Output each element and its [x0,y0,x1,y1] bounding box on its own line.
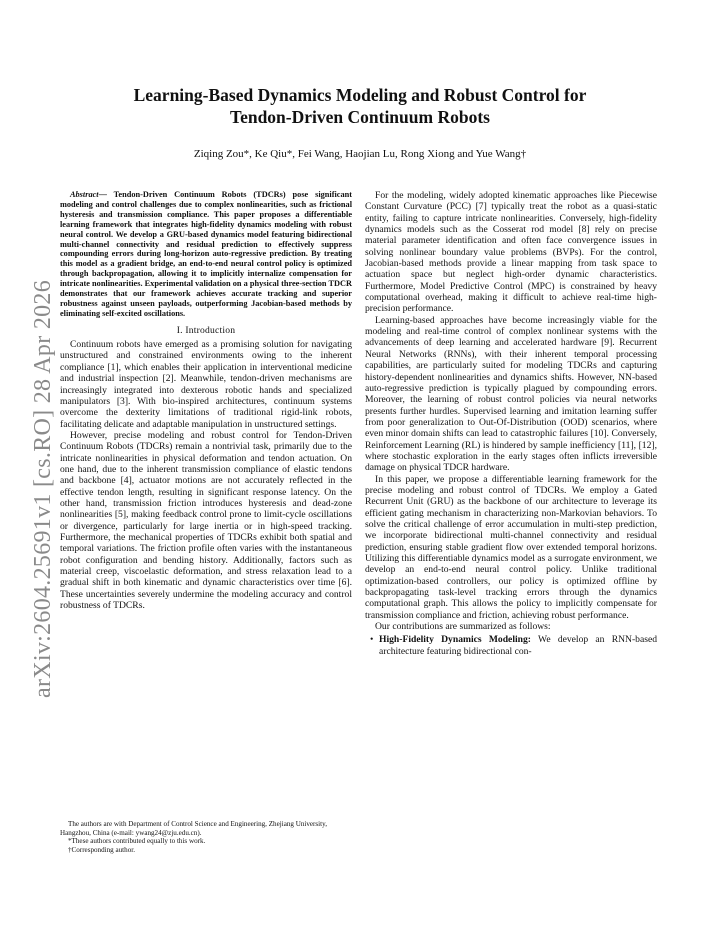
bullet-icon: • [370,634,374,646]
intro-paragraph-2: However, precise modeling and robust control for Tendon-Driven Continuum Robots (TDCRs) remain a nontrivial task, primarily due to the intricate nonlinearities in physical deformation and tendon actuation. On one hand, due to the inherent transmission compliance of elastic tendons and backbone [4], actuator motions are not accurately reflected in the effective tendon length, resulting in significant response latency. On the other hand, transmission friction introduces hysteresis and dead-zone nonlinearities [5], making feedback control prone to limit-cycle oscillations or divergence, particularly for large inertia or in high-speed tracking. Furthermore, the mechanical properties of TDCRs exhibit both spatial and temporal variations. The friction profile often varies with the instantaneous robot configuration and bending history. Additionally, factors such as material creep, viscoelastic deformation, and stress relaxation lead to a gradual shift in both kinematic and dynamic characteristics over time [6]. These uncertainties severely undermine the modeling accuracy and control robustness of TDCRs. [60,429,352,612]
right-column [365,190,657,657]
title-line-1: Learning-Based Dynamics Modeling and Robust Control for [133,85,587,105]
left-column [60,190,352,611]
intro-paragraph-3: For the modeling, widely adopted kinematic approaches like Piecewise Constant Curvature (PCC) [7] typically treat the robot as a quasi-static entity, failing to capture intricate nonlinearities. Conversely, high-fidelity dynamics models such as the Cosserat rod model [8] rely on precise material parameter identification and often face convergence issues in solving nonlinear boundary value problems (BVPs). For the control, Jacobian-based methods provide a linear mapping from task space to actuation space but neglect high-order dynamic characteristics. Furthermore, Model Predictive Control (MPC) is constrained by heavy computational overhead, making it difficult to achieve real-time high-precision performance. [365,190,657,315]
abstract [60,190,352,319]
section-heading-introduction: I. Introduction [176,324,236,336]
title-line-2: Tendon-Driven Continuum Robots [230,107,490,127]
abstract-text: — Tendon-Driven Continuum Robots (TDCRs) pose significant modeling and control challenges due to complex nonlinearities, such as frictional hysteresis and transmission compliance. This paper proposes a differentiable learning framework that integrates high-fidelity dynamics modeling with robust neural control. We develop a GRU-based dynamics model featuring bidirectional multi-channel connectivity and residual prediction to effectively suppress compounding errors during long-horizon auto-regressive prediction. By treating this model as a gradient bridge, an end-to-end neural control policy is optimized through backpropagation, allowing it to implicitly internalize compensation for intricate nonlinearities. Experimental validation on a physical three-section TDCR demonstrates that our framework achieves accurate tracking and superior robustness against unseen payloads, outperforming Jacobian-based methods by eliminating self-excited oscillations. [60,190,352,318]
author-list: Ziqing Zou*, Ke Qiu*, Fei Wang, Haojian Lu, Rong Xiong and Yue Wang† [193,148,527,160]
abstract-label: Abstract [70,190,99,199]
contributions-list [365,634,657,657]
footnotes [60,820,352,854]
intro-paragraph-6: Our contributions are summarized as follows: [375,621,551,633]
footnote-affiliation: The authors are with Department of Control Science and Engineering, Zhejiang University, Hangzhou, China (e-mail: ywang24@zju.edu.cn). [60,820,327,837]
intro-paragraph-1: Continuum robots have emerged as a promising solution for navigating unstructured and constrained environments owing to the inherent compliance [1], which enables their application in interventional medicine and industrial inspection [2]. Meanwhile, tendon-driven mechanisms are increasingly integrated into dexterous robotic hands and specialized manipulators [3]. With bio-inspired architectures, continuum systems overcome the dexterity limitations of traditional rigid-link robots, facilitating delicate and adaptable manipulation in unstructured settings. [60,339,352,430]
intro-paragraph-5: In this paper, we propose a differentiable learning framework for the precise modeling and robust control of TDCRs. We employ a Gated Recurrent Unit (GRU) as the backbone of our architecture to leverage its efficient gating mechanism in characterizing non-Markovian behaviors. To solve the critical challenge of error accumulation in multi-step prediction, we incorporate bidirectional multi-channel connectivity and residual prediction, ensuring stable gradient flow over extended temporal horizons. Utilizing this differentiable dynamics model as a surrogate environment, we develop an end-to-end neural control policy. Unlike traditional optimization-based controllers, our policy is optimized offline by backpropagating task-level tracking errors through the dynamics computational graph. This allows the policy to implicitly compensate for transmission compliance and friction, achieving robust performance. [365,473,657,621]
paper-title [60,84,660,128]
arxiv-identifier: arXiv:2604.25691v1 [cs.RO] 28 Apr 2026 [30,279,56,698]
abstract-paragraph [60,190,352,319]
contribution-item-text: We develop an RNN-based architecture featuring bidirectional con- [379,634,658,657]
contribution-item-title: High-Fidelity Dynamics Modeling: [379,634,531,646]
intro-paragraph-4: Learning-based approaches have become increasingly viable for the modeling and real-time control of complex nonlinear systems with the advancements of deep learning and accelerated hardware [9]. Recurrent Neural Networks (RNNs), with their inherent temporal processing capabilities, are particularly suited for modeling TDCRs and capturing history-dependent nonlinearities and dynamics shifts. However, NN-based auto-regressive prediction is typically plagued by compounding errors. Moreover, the learning of robust control policies via neural networks presents further hurdles. Supervised learning and imitation learning suffer from poor generalization to Out-Of-Distribution (OOD) scenarios, where even minor domain shifts can lead to catastrophic failures [10]. Conversely, Reinforcement Learning (RL) is hindered by sample inefficiency [11], [12], where stochastic exploration in the early stages often inflicts irreversible damage on physical TDCR hardware. [365,314,657,474]
footnote-equal-contribution: *These authors contributed equally to this work. [68,837,206,846]
contribution-item [370,634,658,657]
footnote-corresponding-author: †Corresponding author. [68,845,135,854]
